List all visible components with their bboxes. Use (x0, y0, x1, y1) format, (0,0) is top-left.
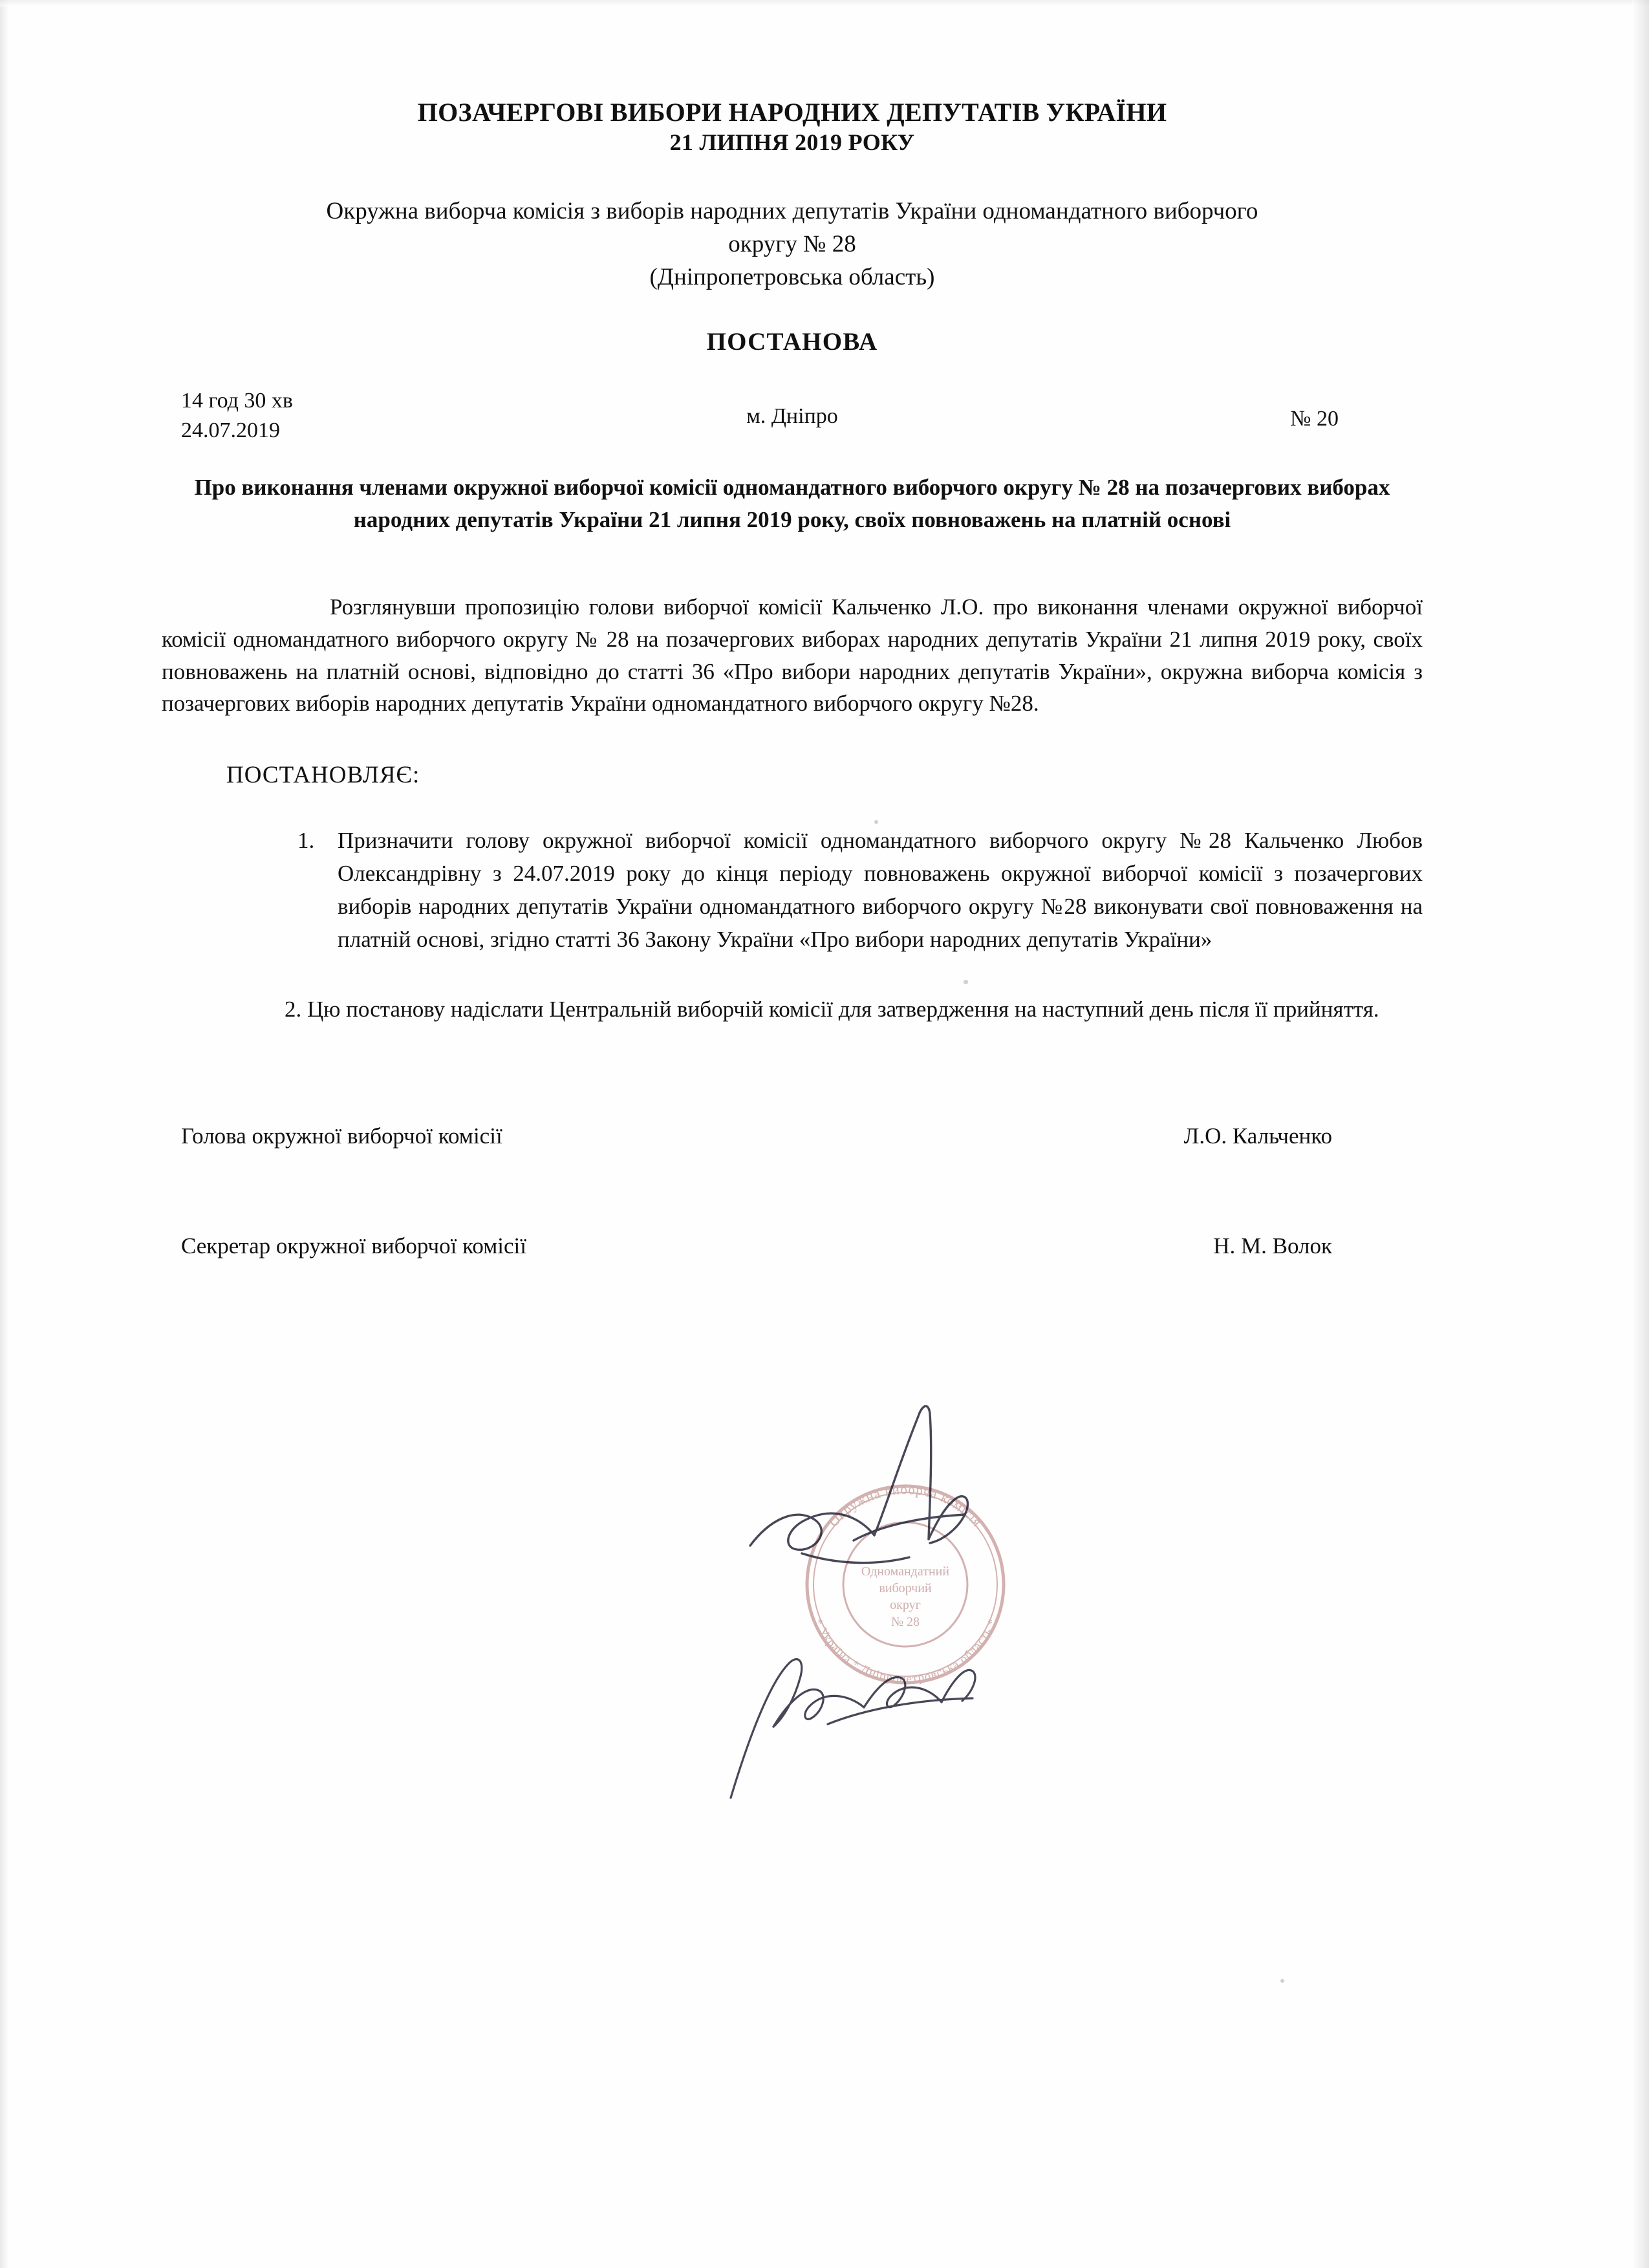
scan-speck (1280, 1979, 1284, 1983)
document-title (162, 97, 1423, 157)
title-line-1: ПОЗАЧЕРГОВІ ВИБОРИ НАРОДНИХ ДЕПУТАТІВ УКРАЇНИ (417, 98, 1167, 127)
list-item-number: 1. (297, 827, 315, 853)
meta-time: 14 год 30 хв (181, 388, 293, 413)
meta-place: м. Дніпро (746, 404, 838, 428)
commission-line-2: округу № 28 (728, 230, 856, 257)
signature-block (162, 1123, 1423, 1343)
document-type-heading: ПОСТАНОВА (706, 327, 878, 356)
commission-line-1: Окружна виборча комісія з виборів народних депутатів України одномандатного виборчого (326, 197, 1258, 224)
svg-text:Одномандатний: Одномандатний (861, 1564, 950, 1579)
document-subject: Про виконання членами окружної виборчої комісії одномандатного виборчого округу № 28 на позачергових виборах народних депутатів України 21 липня 2019 року, своїх повноважень на платній основі (194, 474, 1390, 532)
signature-role-chair: Голова окружної виборчої комісії (181, 1123, 502, 1149)
signature-name-secretary: Н. М. Волок (1213, 1233, 1332, 1258)
signature-row-chair (162, 1123, 1423, 1233)
title-line-2: 21 ЛИПНЯ 2019 РОКУ (669, 129, 915, 155)
meta-number: № 20 (1290, 406, 1339, 431)
svg-text:№ 28: № 28 (890, 1615, 920, 1629)
scan-speck (964, 980, 968, 984)
signature-name-chair: Л.О. Кальченко (1183, 1123, 1332, 1149)
scan-speck (874, 820, 878, 824)
scan-edge-left (0, 0, 9, 2268)
meta-date: 24.07.2019 (181, 418, 280, 442)
official-stamp-icon (776, 1455, 1035, 1714)
signature-row-secretary (162, 1233, 1423, 1343)
svg-text:виборчий: виборчий (879, 1581, 932, 1595)
document-content (162, 97, 1423, 1343)
resolves-label: ПОСТАНОВЛЯЄ: (226, 761, 420, 788)
commission-line-3: (Дніпропетровська область) (649, 263, 935, 290)
svg-text:* Україна * Дніпропетровська о: * Україна * Дніпропетровська область * (811, 1616, 1000, 1687)
document-meta (162, 386, 1423, 446)
scan-edge-top (0, 0, 1649, 6)
document-preamble: Розглянувши пропозицію голови виборчої комісії Кальченко Л.О. про виконання членами окружної виборчої комісії одномандатного виборчого округу № 28 на позачергових виборах народних депутатів України 21 липня 2019 року, своїх повноважень на платній основі, відповідно до статті 36 «Про вибори народних депутатів України», окружна виборча комісія з позачергових виборів народних депутатів України одномандатного виборчого округу №28. (162, 594, 1423, 717)
list-item (162, 824, 1423, 956)
signature-role-secretary: Секретар окружної виборчої комісії (181, 1233, 527, 1258)
commission-header (162, 195, 1423, 294)
svg-text:Окружна виборча комісія: Окружна виборча комісія (825, 1481, 986, 1530)
svg-text:округ: округ (890, 1598, 921, 1612)
list-item-text: Призначити голову окружної виборчої комісії одномандатного виборчого округу №28 Кальченко Любов Олександрівну з 24.07.2019 року до кінця періоду повноважень окружної виборчої комісії з позачергових виборів народних депутатів України одномандатного виборчого округу №28 виконувати свої повноваження на платній основі, згідно статті 36 Закону України «Про вибори народних депутатів України» (338, 827, 1423, 953)
scan-edge-right (1632, 0, 1649, 2268)
list-item-2-text: 2. Цю постанову надіслати Центральній виборчій комісії для затвердження на наступний день після її прийняття. (285, 997, 1379, 1022)
